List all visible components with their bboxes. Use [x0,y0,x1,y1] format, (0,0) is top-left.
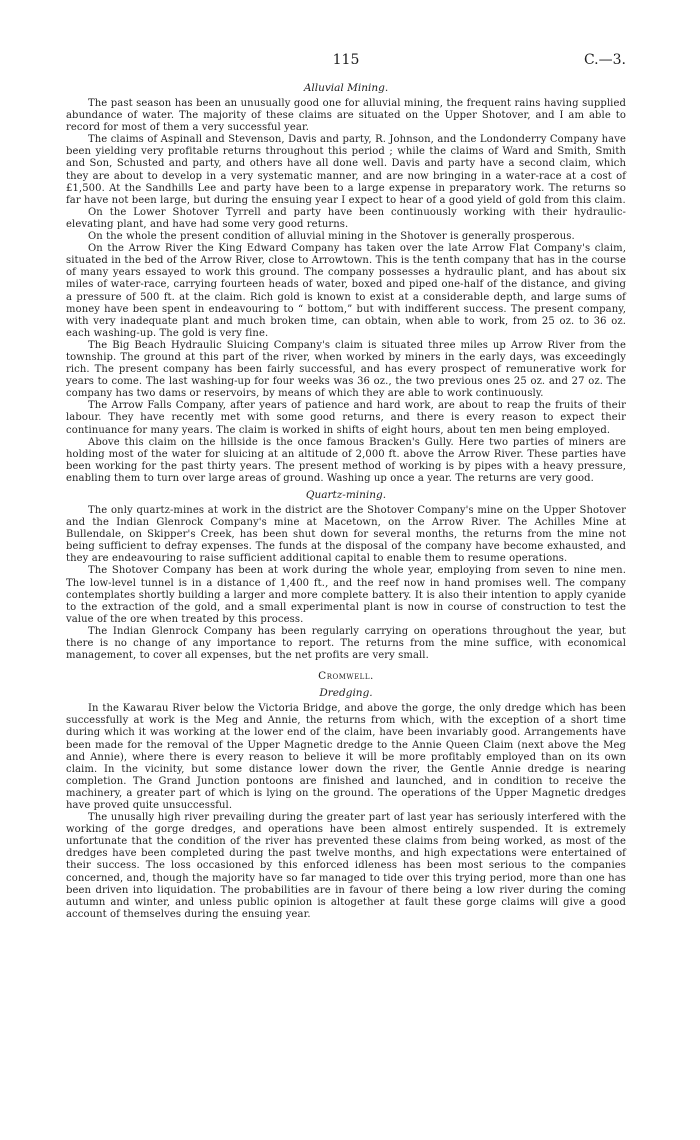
section-heading-alluvial-mining: Alluvial Mining. [303,82,389,94]
paragraph: On the whole the present condition of alluvial mining in the Shotover is generally prosperous. [88,231,575,243]
paragraph: On the Lower Shotover Tyrrell and party have been continuously working with their hydraulic-elevating plant, and have had some very good returns. [66,206,626,230]
paragraph: The claims of Aspinall and Stevenson, Davis and party, R. Johnson, and the Londonderry Company have been yielding very profitable returns throughout this period ; while the claims of Ward and Smith, Smith and Son, Schusted and party, and others have all done well. Davis and party have a second claim, which they are about to develop in a very systematic manner, and are now bringing in a water-race at a cost of £1,500. At the Sandhills Lee and party have been to a large expense in preparatory work. The returns so far have not been large, but during the ensuing year I expect to hear of a good yield of gold from this claim. [66,134,626,206]
page-number: 115 [332,52,360,68]
paragraph: The past season has been an unusually good one for alluvial mining, the frequent rains having supplied abundance of water. The majority of these claims are situated on the Upper Shotover, and I am able to record for most of them a very successful year. [66,98,626,134]
paragraph: The Indian Glenrock Company has been regularly carrying on operations throughout the year, but there is no change of any importance to report. The returns from the mine suffice, with economical management, to cover all expenses, but the net profits are very small. [66,625,626,662]
district-heading: Cromwell. [318,670,374,683]
page-header [66,52,626,68]
paragraph: The Big Beach Hydraulic Sluicing Company's claim is situated three miles up Arrow River from the township. The ground at this part of the river, when worked by miners in the early days, was exceedingly rich. The present company has been fairly successful, and has every prospect of remunerative work for years to come. The last washing-up for four weeks was 36 oz., the two previous ones 25 oz. and 27 oz. The company has two dams or reservoirs, by means of which they are able to work continuously. [66,339,626,400]
document-body [66,78,626,921]
section-heading-quartz-mining: Quartz-mining. [305,489,387,501]
paragraph: In the Kawarau River below the Victoria Bridge, and above the gorge, the only dredge which has been successfully at work is the Meg and Annie, the returns from which, with the exception of a short time during which it was working at the lower end of the claim, have been invariably good. Arrangements have been made for the removal of the Upper Magnetic dredge to the Annie Queen Claim (next above the Meg and Annie), where there is every reason to believe it will be more profitably employed than on its own claim. In the vicinity, but some distance lower down the river, the Gentle Annie dredge is nearing completion. The Grand Junction pontoons are finished and launched, and in condition to receive the machinery, a greater part of which is lying on the ground. The operations of the Upper Magnetic dredges have proved quite unsuccessful. [66,703,626,811]
paragraph: The Arrow Falls Company, after years of patience and hard work, are about to reap the fruits of their labour. They have recently met with some good returns, and there is every reason to expect their continuance for many years. The claim is worked in shifts of eight hours, about ten men being employed. [66,400,626,436]
paragraph: On the Arrow River the King Edward Company has taken over the late Arrow Flat Company's claim, situated in the bed of the Arrow River, close to Arrowtown. This is the tenth company that has in the course of many years essayed to work this ground. The company possesses a hydraulic plant, and has about six miles of water-race, carrying fourteen heads of water, boxed and piped one-half of the distance, and giving a pressure of 500 ft. at the claim. Rich gold is known to exist at a considerable depth, and large sums of money have been spent in endeavouring to “ bottom,” but with indifferent success. The present company, with very inadequate plant and much broken time, can obtain, when able to work, from 25 oz. to 36 oz. each washing-up. The gold is very fine. [66,243,626,339]
paragraph: The Shotover Company has been at work during the whole year, employing from seven to nine men. The low-level tunnel is in a distance of 1,400 ft., and the reef now in hand promises well. The company contemplates shortly building a larger and more complete battery. It is also their intention to apply cyanide to the extraction of the gold, and a small experimental plant is now in course of construction to test the value of the ore when treated by this process. [66,565,626,625]
section-heading-dredging: Dredging. [319,687,373,700]
paragraph: The only quartz-mines at work in the district are the Shotover Company's mine on the Upper Shotover and the Indian Glenrock Company's mine at Macetown, on the Arrow River. The Achilles Mine at Bullendale, on Skipper's Creek, has been shut down for several months, the returns from the mine not being sufficient to defray expenses. The funds at the disposal of the company have become exhausted, and they are endeavouring to raise sufficient additional capital to enable them to resume operations. [66,505,626,565]
paragraph: Above this claim on the hillside is the once famous Bracken's Gully. Here two parties of miners are holding most of the water for sluicing at an altitude of 2,000 ft. above the Arrow River. These parties have been working for the past thirty years. The present method of working is by pipes with a heavy pressure, enabling them to turn over large areas of ground. Washing up once a year. The returns are very good. [66,436,626,484]
paragraph: The unusally high river prevailing during the greater part of last year has seriously interfered with the working of the gorge dredges, and operations have been almost entirely suspended. It is extremely unfortunate that the condition of the river has prevented these claims from being worked, as most of the dredges have been completed during the past twelve months, and high expectations were entertained of their success. The loss occasioned by this enforced idleness has been most serious to the companies concerned, and, though the majority have so far managed to tide over this trying period, more than one has been driven into liquidation. The probabilities are in favour of there being a low river during the coming autumn and winter, and unless public opinion is altogether at fault these gorge claims will give a good account of themselves during the ensuing year. [66,812,626,920]
document-reference: C.—3. [583,52,626,68]
